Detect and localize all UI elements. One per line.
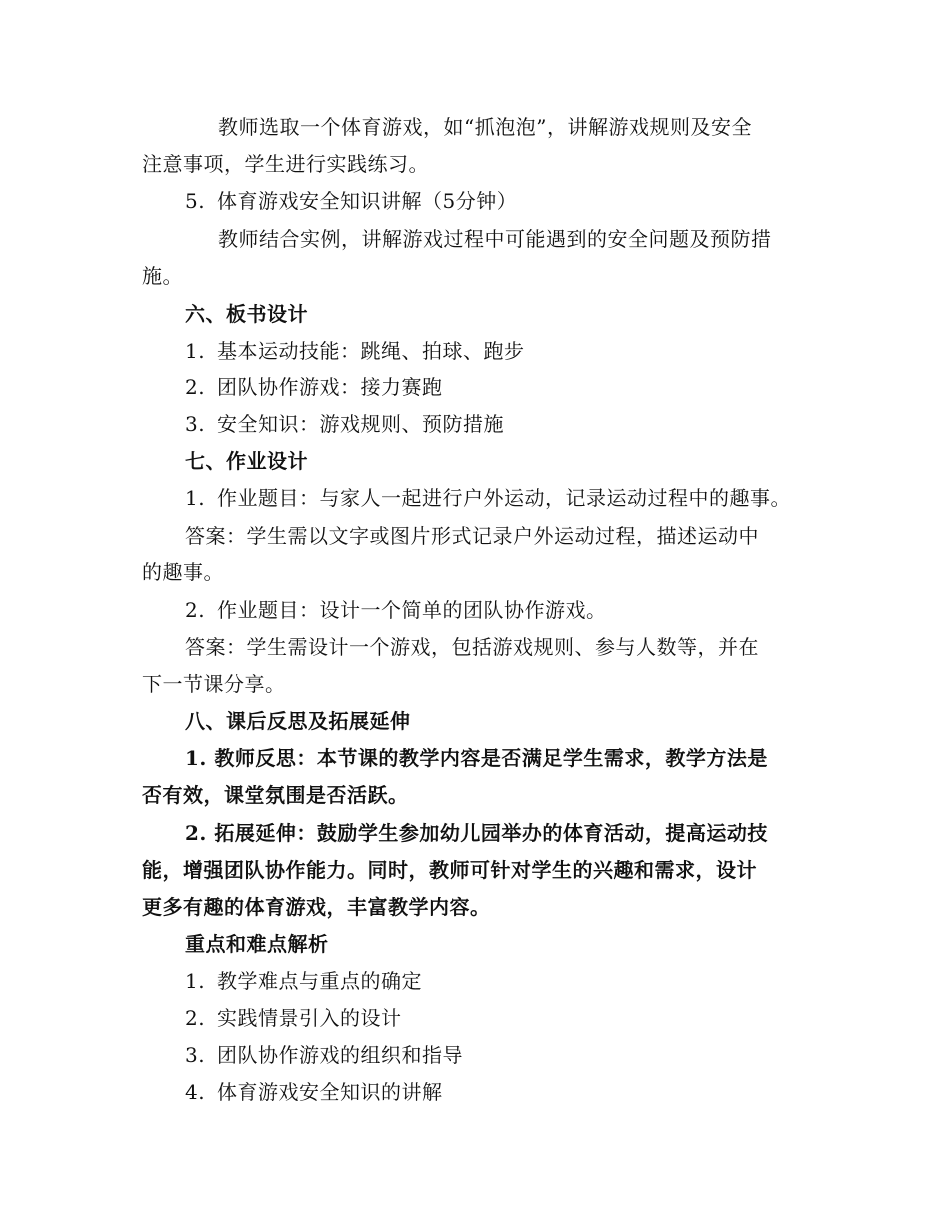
list-item — [185, 967, 422, 995]
list-item — [185, 596, 607, 624]
section-heading: 六、板书设计 — [185, 302, 308, 326]
list-item — [185, 1041, 463, 1069]
bold-paragraph-line: 更多有趣的体育游戏，丰富教学内容。 — [142, 895, 491, 919]
list-item-text: 作业题目：设计一个简单的团队协作游戏。 — [217, 598, 607, 622]
list-item-number: 3. — [185, 412, 206, 436]
paragraph-line: 教师结合实例，讲解游戏过程中可能遇到的安全问题及预防措 — [218, 227, 772, 251]
section-heading: 七、作业设计 — [185, 449, 308, 473]
list-item-text: 团队协作游戏的组织和指导 — [217, 1043, 463, 1067]
list-item-text: 作业题目：与家人一起进行户外运动，记录运动过程中的趣事。 — [217, 486, 791, 510]
list-item-number: 5. — [185, 189, 206, 213]
bold-paragraph-line: 1. 教师反思：本节课的教学内容是否满足学生需求，教学方法是 — [185, 746, 768, 770]
bold-paragraph-line: 能，增强团队协作能力。同时，教师可针对学生的兴趣和需求，设计 — [142, 858, 757, 882]
list-item-number: 1. — [185, 486, 206, 510]
paragraph-line: 教师选取一个体育游戏，如“抓泡泡”，讲解游戏规则及安全 — [218, 115, 752, 139]
paragraph-line: 下一节课分享。 — [142, 672, 286, 696]
list-item — [185, 373, 443, 401]
list-item-text: 安全知识：游戏规则、预防措施 — [217, 412, 504, 436]
list-item — [185, 410, 504, 438]
list-item-text: 体育游戏安全知识讲解（5分钟） — [217, 189, 518, 213]
paragraph-line: 施。 — [142, 264, 183, 288]
list-item-number: 2. — [185, 1006, 206, 1030]
bold-paragraph-line: 2. 拓展延伸：鼓励学生参加幼儿园举办的体育活动，提高运动技 — [185, 821, 768, 845]
list-item — [185, 337, 525, 365]
bold-paragraph-line: 否有效，课堂氛围是否活跃。 — [142, 783, 409, 807]
list-item-text: 教学难点与重点的确定 — [217, 969, 422, 993]
list-item-number: 2. — [185, 598, 206, 622]
list-item — [185, 1004, 402, 1032]
list-item — [185, 484, 791, 512]
paragraph-line: 答案：学生需以文字或图片形式记录户外运动过程，描述运动中 — [185, 524, 759, 548]
list-item — [185, 1078, 443, 1106]
list-item-number: 3. — [185, 1043, 206, 1067]
list-item-text: 团队协作游戏：接力赛跑 — [217, 375, 443, 399]
section-heading: 重点和难点解析 — [185, 932, 329, 956]
list-item-number: 1. — [185, 969, 206, 993]
list-item-number: 1. — [185, 339, 206, 363]
list-item-text: 基本运动技能：跳绳、拍球、跑步 — [217, 339, 525, 363]
paragraph-line: 的趣事。 — [142, 560, 224, 584]
list-item-number: 2. — [185, 375, 206, 399]
list-item-text: 体育游戏安全知识的讲解 — [217, 1080, 443, 1104]
list-item — [185, 187, 517, 215]
list-item-number: 4. — [185, 1080, 206, 1104]
paragraph-line: 注意事项，学生进行实践练习。 — [142, 152, 429, 176]
paragraph-line: 答案：学生需设计一个游戏，包括游戏规则、参与人数等，并在 — [185, 635, 759, 659]
section-heading: 八、课后反思及拓展延伸 — [185, 709, 411, 733]
list-item-text: 实践情景引入的设计 — [217, 1006, 402, 1030]
